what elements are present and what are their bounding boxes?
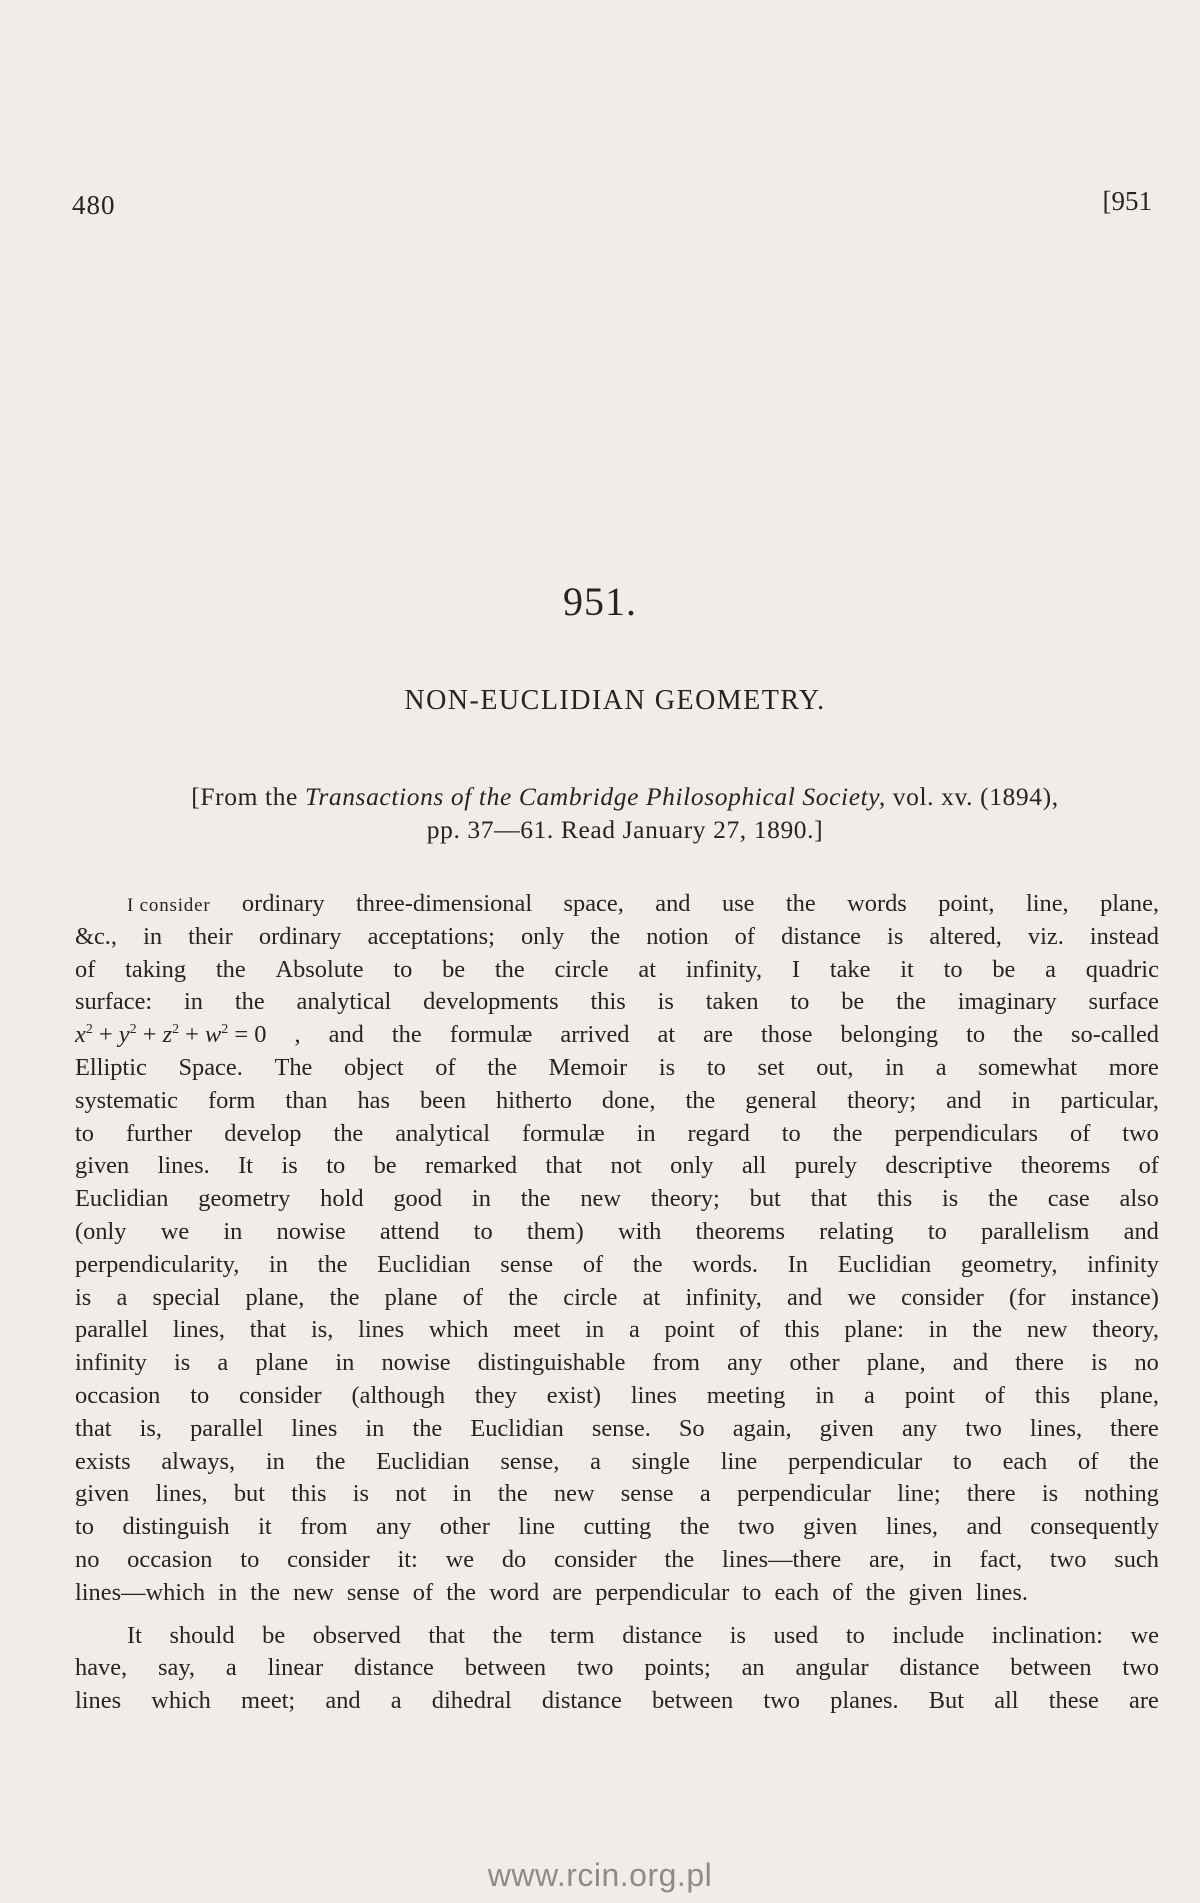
paragraph-1-line-22: lines—which in the new sense of the word are perpendicular to each of the given lines. bbox=[75, 1578, 1028, 1606]
source-prefix: [From the bbox=[191, 782, 305, 811]
paragraph-1-line-20: to distinguish it from any other line cutting the two given lines, and consequently bbox=[75, 1513, 1159, 1541]
paragraph-gap bbox=[75, 1610, 1159, 1620]
paragraph-1-line-5: $x^2 + y^2 + z^2 + w^2 = 0$ , and the formulæ arrived at are those belonging to the so-called bbox=[75, 1019, 1159, 1052]
surface-equation: $x^2 + y^2 + z^2 + w^2 = 0$ bbox=[75, 1021, 267, 1049]
paragraph-1-line-2: &c., in their ordinary acceptations; only the notion of distance is altered, viz. instead bbox=[75, 922, 1159, 950]
paragraph-1-line-21: no occasion to consider it: we do consider the lines—there are, in fact, two such bbox=[75, 1545, 1159, 1573]
source-note-line-2: pp. 37—61. Read January 27, 1890.] bbox=[426, 815, 824, 844]
source-note bbox=[125, 780, 1125, 846]
paragraph-2-line-1: It should be observed that the term distance is used to include inclination: we bbox=[127, 1621, 1159, 1649]
paragraph-1-line-3: of taking the Absolute to be the circle at infinity, I take it to be a quadric bbox=[75, 955, 1159, 983]
opening-rest: ordinary bbox=[241, 890, 325, 917]
paragraph-1-line-18: exists always, in the Euclidian sense, a single line perpendicular to each of the bbox=[75, 1447, 1159, 1475]
paragraph-1-line-6: Elliptic Space. The object of the Memoir is to set out, in a somewhat more bbox=[75, 1053, 1159, 1081]
paragraph-1-line-17: that is, parallel lines in the Euclidian sense. So again, given any two lines, there bbox=[75, 1414, 1159, 1442]
paragraph-1-line-8: to further develop the analytical formulæ in regard to the perpendiculars of two bbox=[75, 1119, 1159, 1147]
source-note-line-1 bbox=[125, 780, 1125, 813]
opening-smallcaps: I consider bbox=[127, 895, 211, 916]
paragraph-2-line-2: have, say, a linear distance between two points; an angular distance between two bbox=[75, 1654, 1159, 1682]
watermark: www.rcin.org.pl bbox=[487, 1857, 713, 1893]
paragraph-1-line-16: occasion to consider (although they exist) lines meeting in a point of this plane, bbox=[75, 1381, 1159, 1409]
paragraph-1-line-1: I consider ordinary three-dimensional space, and use the words point, line, plane, bbox=[75, 888, 1159, 921]
paragraph-1-line-13: is a special plane, the plane of the circle at infinity, and we consider (for instance) bbox=[75, 1283, 1159, 1311]
paragraph-1-line-14: parallel lines, that is, lines which meet in a point of this plane: in the new theory, bbox=[75, 1316, 1159, 1344]
paragraph-1-line-19: given lines, but this is not in the new sense a perpendicular line; there is nothing bbox=[75, 1480, 1159, 1508]
source-volume: vol. xv. (1894), bbox=[885, 782, 1059, 811]
source-journal: Transactions of the Cambridge Philosophical Society, bbox=[304, 782, 886, 811]
paragraph-2-line-3: lines which meet; and a dihedral distance between two planes. But all these are bbox=[75, 1687, 1159, 1715]
body-text bbox=[75, 888, 1159, 1718]
page-number: 480 bbox=[72, 190, 116, 220]
paragraph-1-line-10: Euclidian geometry hold good in the new theory; but that this is the case also bbox=[75, 1185, 1159, 1213]
paragraph-1-line-15: infinity is a plane in nowise distinguishable from any other plane, and there is no bbox=[75, 1349, 1159, 1377]
paper-number: 951. bbox=[563, 579, 637, 624]
paragraph-1-line-7: systematic form than has been hitherto done, the general theory; and in particular, bbox=[75, 1086, 1159, 1114]
paper-title: NON-EUCLIDIAN GEOMETRY. bbox=[404, 685, 826, 716]
paragraph-1-line-9: given lines. It is to be remarked that not only all purely descriptive theorems of bbox=[75, 1152, 1159, 1180]
line-5-rest: , bbox=[294, 1021, 301, 1049]
paragraph-1-line-12: perpendicularity, in the Euclidian sense of the words. In Euclidian geometry, infinity bbox=[75, 1250, 1159, 1278]
running-head: [951 bbox=[1102, 186, 1152, 216]
paragraph-1-line-11: (only we in nowise attend to them) with theorems relating to parallelism and bbox=[75, 1217, 1159, 1245]
paragraph-1-line-4: surface: in the analytical developments this is taken to be the imaginary surface bbox=[75, 988, 1159, 1016]
